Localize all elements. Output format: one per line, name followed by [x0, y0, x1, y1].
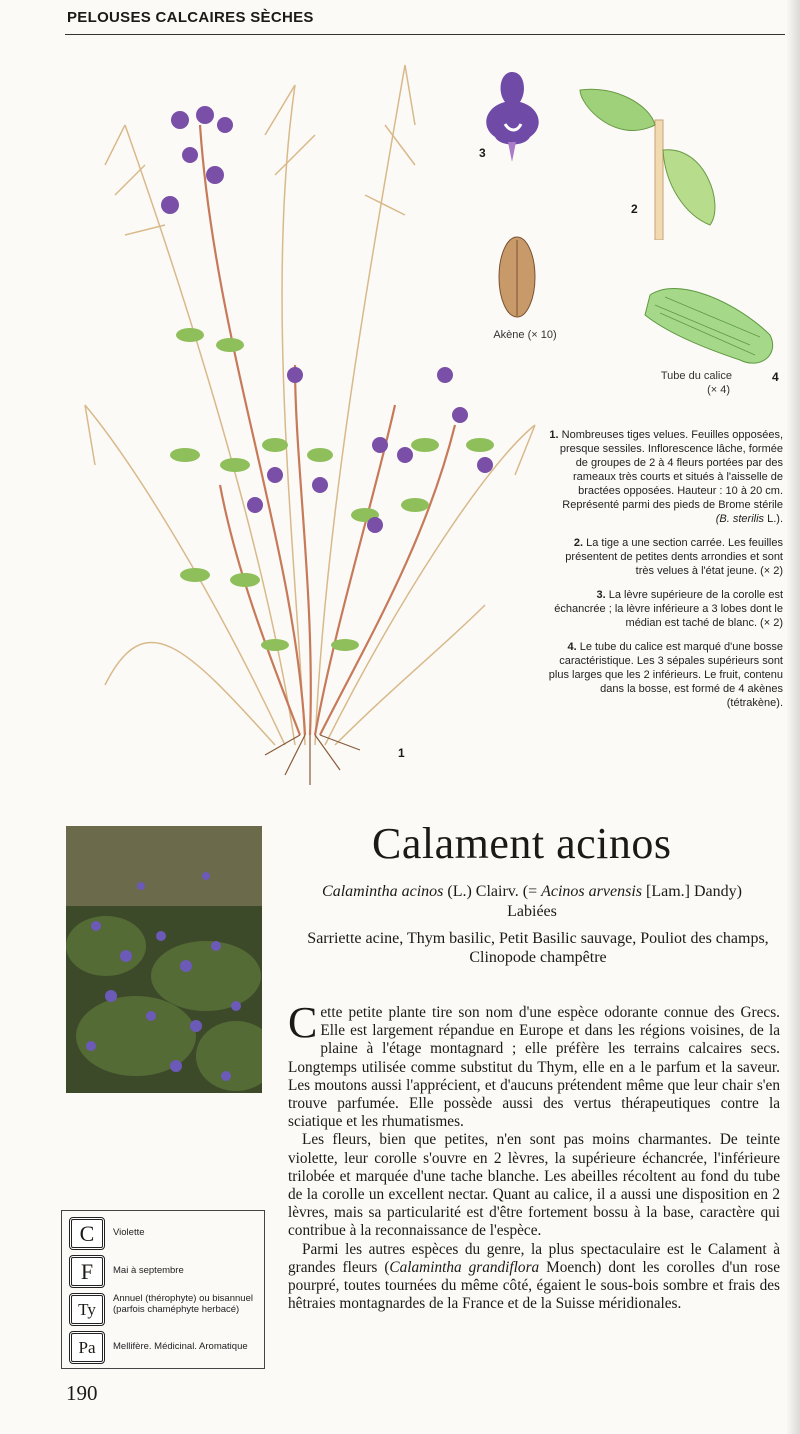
- paragraph-3-b: Moench) dont les corolles d'un rose pourpré, toutes tournées du même côté, égaient le sous-bois sombre et frais des hêtraies montagnardes de la France et de la Suisse méridionales.: [288, 1258, 780, 1313]
- caption-text: Le tube du calice est marqué d'une bosse caractéristique. Les 3 sépales supérieurs sont plus larges que les 2 inférieurs. Le fruit, contenu dans la bosse, est formé de 4 akènes (tétrakène).: [548, 641, 783, 709]
- caption-number: 3.: [596, 589, 606, 601]
- caption-text: La tige a une section carrée. Les feuilles présentent de petites dents arrondies et sont très velues à l'état jeune. (× 2): [565, 537, 783, 577]
- synonym-italic: Acinos arvensis: [541, 883, 642, 900]
- caption-number: 4.: [567, 641, 577, 653]
- type-text: Annuel (thérophyte) ou bisannuel (parfois chaméphyte herbacé): [113, 1293, 253, 1315]
- flowering-text: Mai à septembre: [113, 1265, 184, 1276]
- legend-row-type: [69, 1293, 259, 1325]
- figure-1-number: 1: [398, 746, 405, 760]
- scientific-name: [282, 883, 782, 901]
- plant-stems: [200, 125, 455, 735]
- plant-roots: [265, 735, 360, 785]
- article-body: [288, 998, 780, 1313]
- caption-tail: L.).: [764, 513, 783, 525]
- paragraph-1-text: ette petite plante tire son nom d'une espèce odorante connue des Grecs. Elle est largement répandue en Europe et dans les régions voisines, de la plaine à l'étage montagnard ; elle préfère les terrains calcaires secs. Longtemps utilisée comme substitut du Thym, elle en a le parfum et la saveur. Les moutons aussi l'apprécient, et d'aucuns prétendent même que leur chair s'en trouve parfumée. Elle possède aussi des vertus thérapeutiques contre la sciatique et les rhumatismes.: [288, 1004, 780, 1131]
- uses-text: Mellifère. Médicinal. Aromatique: [113, 1341, 248, 1352]
- scientific-italic: Calamintha acinos: [322, 883, 444, 900]
- page-number: 190: [66, 1381, 98, 1405]
- flowering-symbol: F: [69, 1255, 105, 1288]
- legend-row-flowering: [69, 1255, 259, 1287]
- caption-2: [548, 536, 783, 578]
- figure-4-number: 4: [772, 370, 779, 384]
- family-name: Labiées: [507, 903, 557, 920]
- caption-3: [548, 588, 783, 630]
- header-rule: [65, 34, 785, 35]
- dropcap: C: [288, 998, 318, 1047]
- stem-leaves-detail: [575, 85, 725, 240]
- species-title: Calament acinos: [372, 819, 672, 868]
- color-symbol: C: [69, 1217, 105, 1250]
- caption-italic: (B. sterilis: [715, 513, 765, 525]
- caption-text: Nombreuses tiges velues. Feuilles opposées, presque sessiles. Inflorescence lâche, formée de groupes de 2 à 4 fleurs portées par des rameaux très courts et situés à l'aisselle de bractées opposées. Hauteur : 10 à 20 cm. Représenté parmi des pieds de Brome stérile: [559, 429, 783, 511]
- paragraph-3-a: Parmi les autres espèces du genre, la plus spectaculaire est le Calament à grandes fleurs (: [288, 1240, 780, 1276]
- figure-2-number: 2: [631, 202, 638, 216]
- section-title: PELOUSES CALCAIRES SÈCHES: [67, 9, 314, 26]
- paragraph-2: Les fleurs, bien que petites, n'en sont pas moins charmantes. De teinte violette, leur corolle s'ouvre en 2 lèvres, la supérieure échancrée, l'inférieure trilobée et marquée d'une tache blanche. Les abeilles récoltent au fond du tube de la corolle un excellent nectar. Quant au calice, il a aussi une disposition en 2 lèvres, mais sa particularité est d'être fortement bossu à la base, caractère qui contribue à la reconnaissance de l'espèce.: [288, 1131, 780, 1240]
- legend-row-uses: [69, 1331, 259, 1363]
- caption-text: La lèvre supérieure de la corolle est échancrée ; la lèvre inférieure a 3 lobes dont le médian est taché de blanc. (× 2): [554, 589, 783, 629]
- scientific-author: (L.) Clairv. (=: [443, 883, 542, 900]
- caption-1: [548, 428, 783, 526]
- akene-detail: [495, 232, 540, 322]
- plant-illustration: [65, 45, 545, 805]
- paragraph-1: [288, 998, 780, 1131]
- synonym-author: [Lam.] Dandy): [641, 883, 742, 900]
- tube-caption-line1: Tube du calice: [660, 370, 732, 382]
- type-symbol: Ty: [69, 1293, 105, 1326]
- legend-row-color: [69, 1217, 259, 1249]
- uses-symbol: Pa: [69, 1331, 105, 1364]
- color-text: Violette: [113, 1227, 145, 1238]
- habitat-photo: [66, 826, 262, 1093]
- figure-3-number: 3: [479, 146, 486, 160]
- tube-caption-line2: (× 4): [707, 384, 730, 396]
- caption-number: 1.: [549, 429, 559, 441]
- characteristics-legend: [61, 1210, 265, 1369]
- akene-caption: Akène (× 10): [493, 329, 557, 341]
- caption-4: [548, 640, 783, 710]
- vernacular-names: Sarriette acine, Thym basilic, Petit Basilic sauvage, Pouliot des champs, Clinopode champêtre: [307, 930, 769, 966]
- figure-captions: [548, 428, 783, 720]
- corolla-detail: [475, 62, 550, 167]
- calyx-detail: [630, 265, 785, 375]
- caption-number: 2.: [573, 537, 584, 549]
- page-edge-shadow: [786, 0, 800, 1434]
- paragraph-3: [288, 1241, 780, 1314]
- paragraph-3-italic: Calamintha grandiflora: [389, 1258, 540, 1276]
